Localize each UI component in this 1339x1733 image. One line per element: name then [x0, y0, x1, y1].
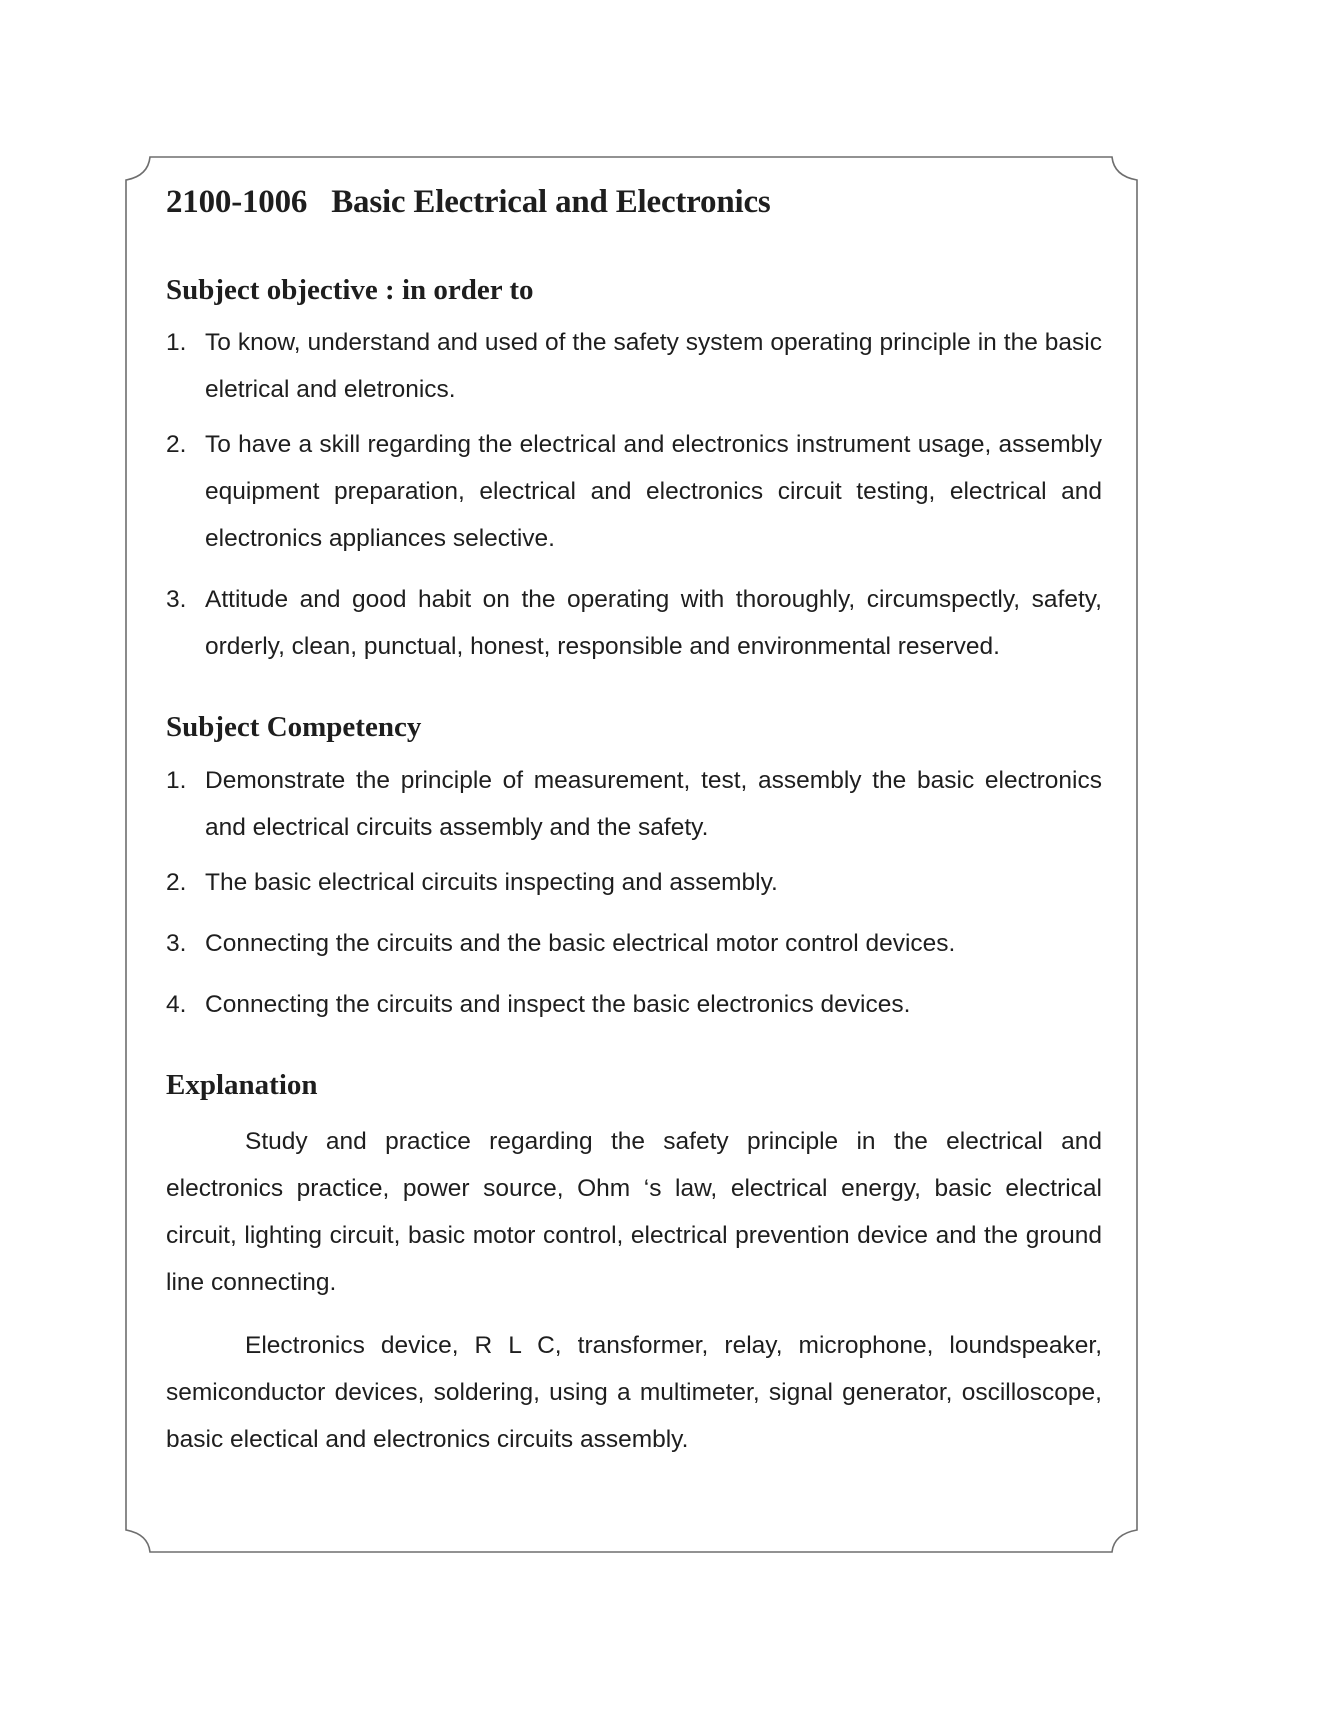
document-body — [166, 170, 1102, 1463]
competency-heading: Subject Competency — [166, 711, 422, 744]
objective-list — [166, 319, 1102, 670]
explanation-heading: Explanation — [166, 1069, 318, 1102]
item-number: 2. — [166, 869, 187, 897]
objective-item — [166, 576, 1102, 670]
competency-list — [166, 757, 1102, 1028]
course-name: Basic Electrical and Electronics — [331, 184, 771, 220]
objective-heading: Subject objective : in order to — [166, 273, 534, 306]
item-number: 2. — [166, 431, 187, 459]
competency-item — [166, 757, 1102, 851]
item-text: Attitude and good habit on the operating with thoroughly, circumspectly, safety, orderly, clean, punctual, honest, responsible and environmental reserved. — [205, 586, 1102, 661]
explanation-paragraph: Study and practice regarding the safety principle in the electrical and electronics practice, power source, Ohm ‘s law, electrical energy, basic electrical circuit, lighting circuit, basic motor control, electrical prevention device and the ground line connecting. — [166, 1127, 1102, 1296]
item-text: Connecting the circuits and inspect the basic electronics devices. — [205, 991, 911, 1019]
objective-item — [166, 319, 1102, 413]
item-text: The basic electrical circuits inspecting and assembly. — [205, 869, 778, 897]
item-text: Demonstrate the principle of measurement, test, assembly the basic electronics and electrical circuits assembly and the safety. — [205, 767, 1102, 842]
course-code: 2100-1006 — [166, 184, 308, 220]
explanation-paragraph: Electronics device, R L C, transformer, relay, microphone, loundspeaker, semiconductor devices, soldering, using a multimeter, signal generator, oscilloscope, basic electical and electronics circuits assembly. — [166, 1331, 1102, 1453]
item-number: 1. — [166, 329, 187, 357]
item-number: 3. — [166, 930, 187, 958]
objective-item — [166, 421, 1102, 562]
item-text: Connecting the circuits and the basic electrical motor control devices. — [205, 930, 956, 958]
competency-item — [166, 859, 1102, 906]
item-number: 1. — [166, 767, 187, 795]
item-number: 4. — [166, 991, 187, 1019]
item-text: To know, understand and used of the safety system operating principle in the basic eletrical and eletronics. — [205, 329, 1102, 404]
course-title — [166, 183, 1102, 223]
item-number: 3. — [166, 586, 187, 614]
item-text: To have a skill regarding the electrical and electronics instrument usage, assembly equipment preparation, electrical and electronics circuit testing, electrical and electronics appliances selective. — [205, 431, 1102, 553]
competency-item — [166, 920, 1102, 967]
competency-item — [166, 981, 1102, 1028]
